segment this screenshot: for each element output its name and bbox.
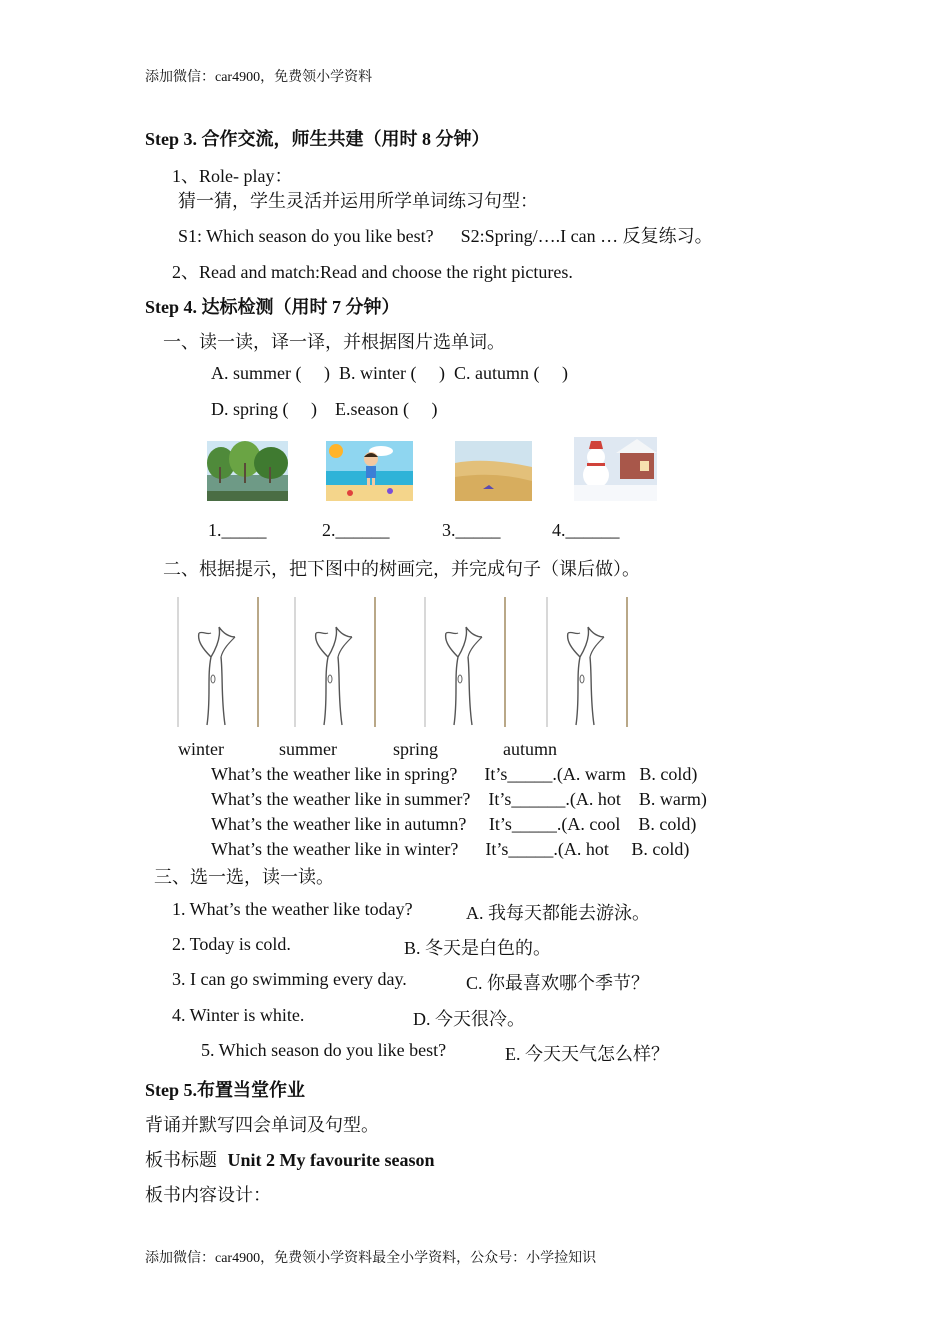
board-title-value: Unit 2 My favourite season: [227, 1150, 435, 1170]
match-question: 2. Today is cold.: [172, 934, 291, 954]
match-question: 5. Which season do you like best?: [201, 1040, 447, 1060]
match-answer: E. 今天天气怎么样？: [505, 1044, 669, 1064]
step4-title: Step 4. 达标检测（用时 7 分钟）: [145, 297, 400, 317]
match-answer: C. 你最喜欢哪个季节？: [466, 973, 650, 993]
weather-question: What’s the weather like in summer? It’s______.(A. hot B. warm): [211, 789, 707, 809]
board-title-line: [145, 1146, 434, 1172]
tree-label-winter: winter: [178, 739, 224, 759]
step3-title: Step 3. 合作交流，师生共建（用时 8 分钟）: [145, 129, 490, 149]
blank-3: 3._____: [442, 520, 501, 540]
step3-item1: 1、Role- play：: [172, 166, 293, 186]
part1-title: 一、读一读，译一译，并根据图片选单词。: [163, 332, 505, 352]
options-line1: A. summer ( ) B. winter ( ) C. autumn ( ): [211, 363, 568, 383]
winter-snowman-picture: [574, 437, 657, 501]
spring-lake-picture: [207, 441, 288, 501]
step3-dialog: S1: Which season do you like best? S2:Spring/….I can … 反复练习。: [178, 226, 713, 246]
part2-title: 二、根据提示，把下图中的树画完，并完成句子（课后做）。: [163, 559, 640, 579]
tree-drawing-autumn: [546, 597, 628, 727]
step3-item2: 2、Read and match:Read and choose the right pictures.: [172, 262, 573, 282]
tree-drawing-summer: [294, 597, 376, 727]
match-question: 1. What’s the weather like today?: [172, 899, 413, 919]
page-header: 添加微信：car4900，免费领小学资料: [145, 70, 373, 85]
step5-title: Step 5.布置当堂作业: [145, 1080, 306, 1100]
homework-text: 背诵并默写四会单词及句型。: [145, 1115, 379, 1135]
tree-label-autumn: autumn: [503, 739, 557, 759]
tree-label-spring: spring: [393, 739, 438, 759]
part3-title: 三、选一选，读一读。: [154, 867, 334, 887]
summer-beach-picture: [326, 441, 413, 501]
blank-4: 4.______: [552, 520, 620, 540]
autumn-field-picture: [455, 441, 532, 501]
match-answer: D. 今天很冷。: [413, 1009, 525, 1029]
board-content-label: 板书内容设计：: [145, 1185, 271, 1205]
page-footer: 添加微信：car4900，免费领小学资料最全小学资料，公众号：小学捡知识: [145, 1251, 597, 1266]
step3-item1-desc: 猜一猜，学生灵活并运用所学单词练习句型：: [178, 191, 538, 211]
board-title-label: 板书标题: [145, 1150, 217, 1170]
options-line2: D. spring ( ) E.season ( ): [211, 399, 438, 419]
match-answer: B. 冬天是白色的。: [404, 938, 552, 958]
blank-2: 2.______: [322, 520, 390, 540]
tree-label-summer: summer: [279, 739, 337, 759]
match-question: 3. I can go swimming every day.: [172, 969, 407, 989]
blank-1: 1._____: [208, 520, 267, 540]
match-answer: A. 我每天都能去游泳。: [466, 903, 650, 923]
weather-question: What’s the weather like in spring? It’s_____.(A. warm B. cold): [211, 764, 698, 784]
match-question: 4. Winter is white.: [172, 1005, 305, 1025]
tree-drawing-spring: [424, 597, 506, 727]
weather-question: What’s the weather like in autumn? It’s_____.(A. cool B. cold): [211, 814, 697, 834]
tree-drawing-winter: [177, 597, 259, 727]
weather-question: What’s the weather like in winter? It’s_____.(A. hot B. cold): [211, 839, 690, 859]
